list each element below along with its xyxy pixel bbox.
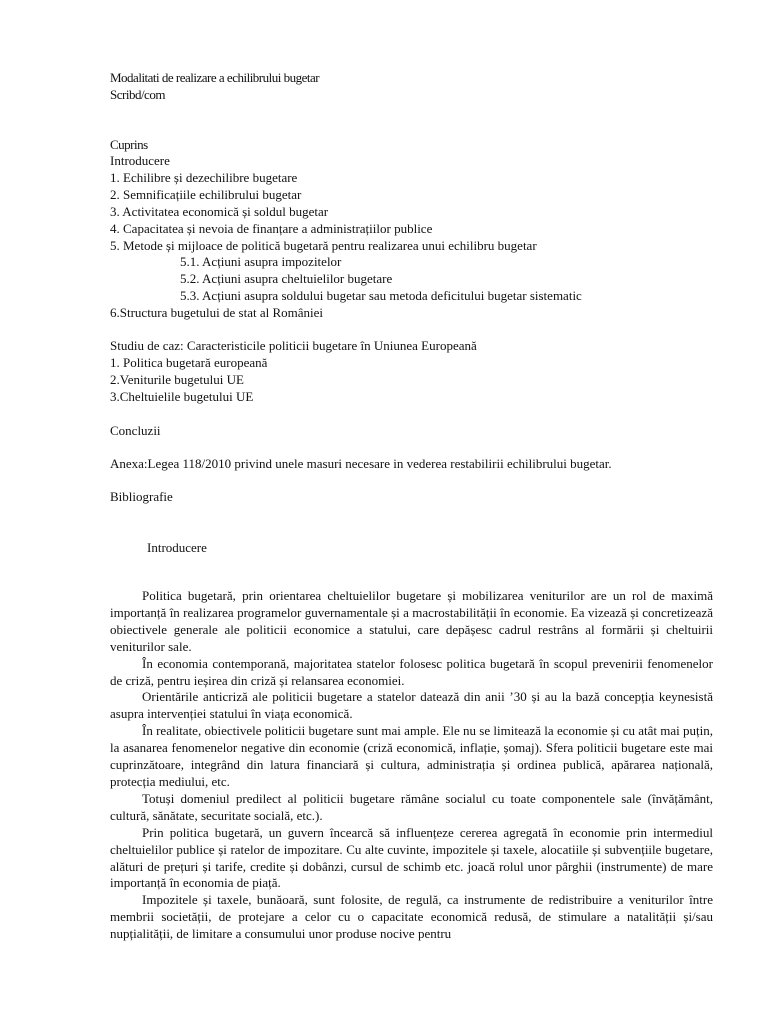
- paragraph: Prin politica bugetară, un guvern încearcă să influențeze cererea agregată în economie prin intermediul cheltuielilor publice și ratelor de impozitare. Cu alte cuvinte, impozitele și taxele, alocatiile și subvențiile bugetare, alături de prețuri și tarife, credite și dobânzi, cursul de schimb etc. joacă rolul unor pârghii (instrumente) de mare importanță în economia de piață.: [110, 824, 713, 891]
- paragraph: Orientările anticriză ale politicii bugetare a statelor datează din anii ’30 și au la bază concepția keynesistă asupra intervenției statului în viața economică.: [110, 689, 713, 722]
- toc-item: 6.Structura bugetului de stat al României: [110, 305, 324, 320]
- toc-intro: Introducere: [110, 153, 170, 168]
- paragraph: Impozitele și taxele, bunăoară, sunt folosite, de regulă, ca instrumente de redistribuire a veniturilor între membrii societății, de protejare a celor cu o capacitate economică redusă, de stimulare a natalității și/sau nupțialității, de limitare a consumului unor produse nocive pentru: [110, 892, 713, 942]
- paragraph: În economia contemporană, majoritatea statelor folosesc politica bugetară în scopul prevenirii fenomenelor de criză, pentru ieșirea din criză și relansarea economiei.: [110, 655, 713, 688]
- toc-item: 1. Echilibre și dezechilibre bugetare: [110, 170, 298, 185]
- toc-subitem: 5.1. Acțiuni asupra impozitelor: [180, 254, 342, 269]
- document-title: Modalitati de realizare a echilibrului bugetar: [110, 70, 320, 85]
- case-study-item: 1. Politica bugetară europeană: [110, 355, 268, 370]
- paragraph: În realitate, obiectivele politicii bugetare sunt mai ample. Ele nu se limitează la economie și cu atât mai puțin, la asanarea fenomenelor negative din economie (criză economică, inflație, șomaj). Sfera politicii bugetare este mai cuprinzătoare, integrând din latura financiară și cultura, administrația și ordinea publică, apărarea națională, protecția mediului, etc.: [110, 723, 713, 789]
- section-title: Introducere: [147, 540, 207, 555]
- toc-subitem: 5.3. Acțiuni asupra soldului bugetar sau metoda deficitului bugetar sistematic: [180, 288, 582, 303]
- toc-bibliography: Bibliografie: [110, 489, 173, 504]
- paragraph: Politica bugetară, prin orientarea cheltuielilor bugetare și mobilizarea veniturilor are un rol de maximă importanță în realizarea programelor guvernamentale și a macrostabilității în economie. Ea vizează și concretizează obiectivele generale ale politicii economice a statului, care depășesc cadrul restrâns al formării și cheltuirii veniturilor sale.: [110, 588, 713, 654]
- toc-item: 2. Semnificațiile echilibrului bugetar: [110, 187, 302, 202]
- case-study-title: Studiu de caz: Caracteristicile politicii bugetare în Uniunea Europeană: [110, 338, 477, 353]
- toc-item: 5. Metode și mijloace de politică bugetară pentru realizarea unui echilibru bugetar: [110, 238, 537, 253]
- toc-annex: Anexa:Legea 118/2010 privind unele masuri necesare in vederea restabilirii echilibrului bugetar.: [110, 456, 612, 471]
- body-text: [110, 588, 713, 943]
- document-source: Scribd/com: [110, 87, 165, 102]
- paragraph: Totuși domeniul predilect al politicii bugetare rămâne socialul cu toate componentele sale (învățământ, cultură, sănătate, securitate socială, etc.).: [110, 790, 713, 823]
- toc-conclusions: Concluzii: [110, 423, 161, 438]
- case-study-item: 2.Veniturile bugetului UE: [110, 372, 244, 387]
- toc-heading: Cuprins: [110, 137, 148, 152]
- toc-item: 3. Activitatea economică și soldul bugetar: [110, 204, 329, 219]
- case-study-item: 3.Cheltuielile bugetului UE: [110, 389, 254, 404]
- toc-subitem: 5.2. Acțiuni asupra cheltuielilor bugetare: [180, 271, 393, 286]
- toc-item: 4. Capacitatea și nevoia de finanțare a administrațiilor publice: [110, 221, 433, 236]
